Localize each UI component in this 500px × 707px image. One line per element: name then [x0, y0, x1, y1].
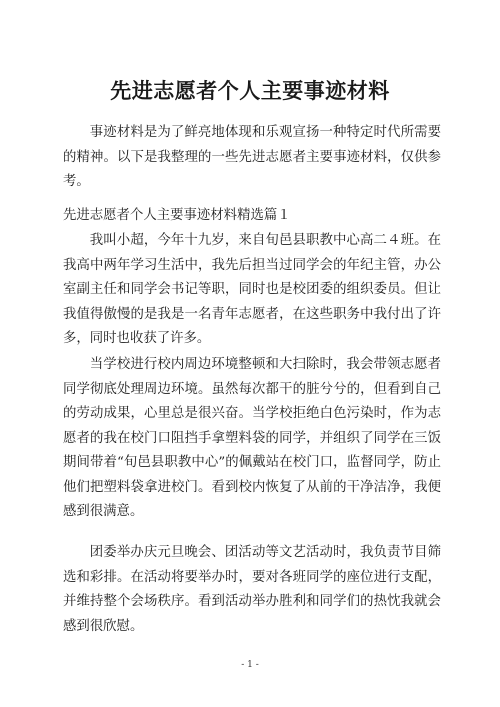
document-title: 先进志愿者个人主要事迹材料 — [110, 78, 390, 103]
section-heading: 先进志愿者个人主要事迹材料精选篇１ — [63, 208, 291, 223]
intro-paragraph: 事迹材料是为了鲜亮地体现和乐观宣扬一种特定时代所需要的精神。以下是我整理的一些先进志愿者主要事迹材料，仅供参考。 — [63, 125, 441, 189]
body-paragraph-1: 我叫小超，今年十九岁，来自旬邑县职教中心高二４班。在我高中两年学习生活中，我先后担当过同学会的年纪主管，办公室副主任和同学会书记等职，同时也是校团委的组织委员。但让我值得傲慢的是我是一名青年志愿者，在这些职务中我付出了许多，同时也收获了许多。 — [63, 233, 441, 346]
body-paragraph-2: 当学校进行校内周边环境整顿和大扫除时，我会带领志愿者同学彻底处理周边环境。虽然每次都干的脏兮兮的，但看到自己的劳动成果，心里总是很兴奋。当学校拒绝白色污染时，作为志愿者的我在校门口阻挡手拿塑料袋的同学，并组织了同学在三饭期间带着“旬邑县职教中心”的佩戴站在校门口，监督同学，防止他们把塑料袋拿进校门。看到校内恢复了从前的干净洁净，我便感到很满意。 — [63, 357, 441, 519]
body-paragraph-3: 团委举办庆元旦晚会、团活动等文艺活动时，我负责节目筛选和彩排。在活动将要举办时，要对各班同学的座位进行支配，并维持整个会场秩序。看到活动举办胜利和同学们的热忱我就会感到很欣慰。 — [63, 545, 441, 634]
page-number: - 1 - — [241, 660, 259, 670]
